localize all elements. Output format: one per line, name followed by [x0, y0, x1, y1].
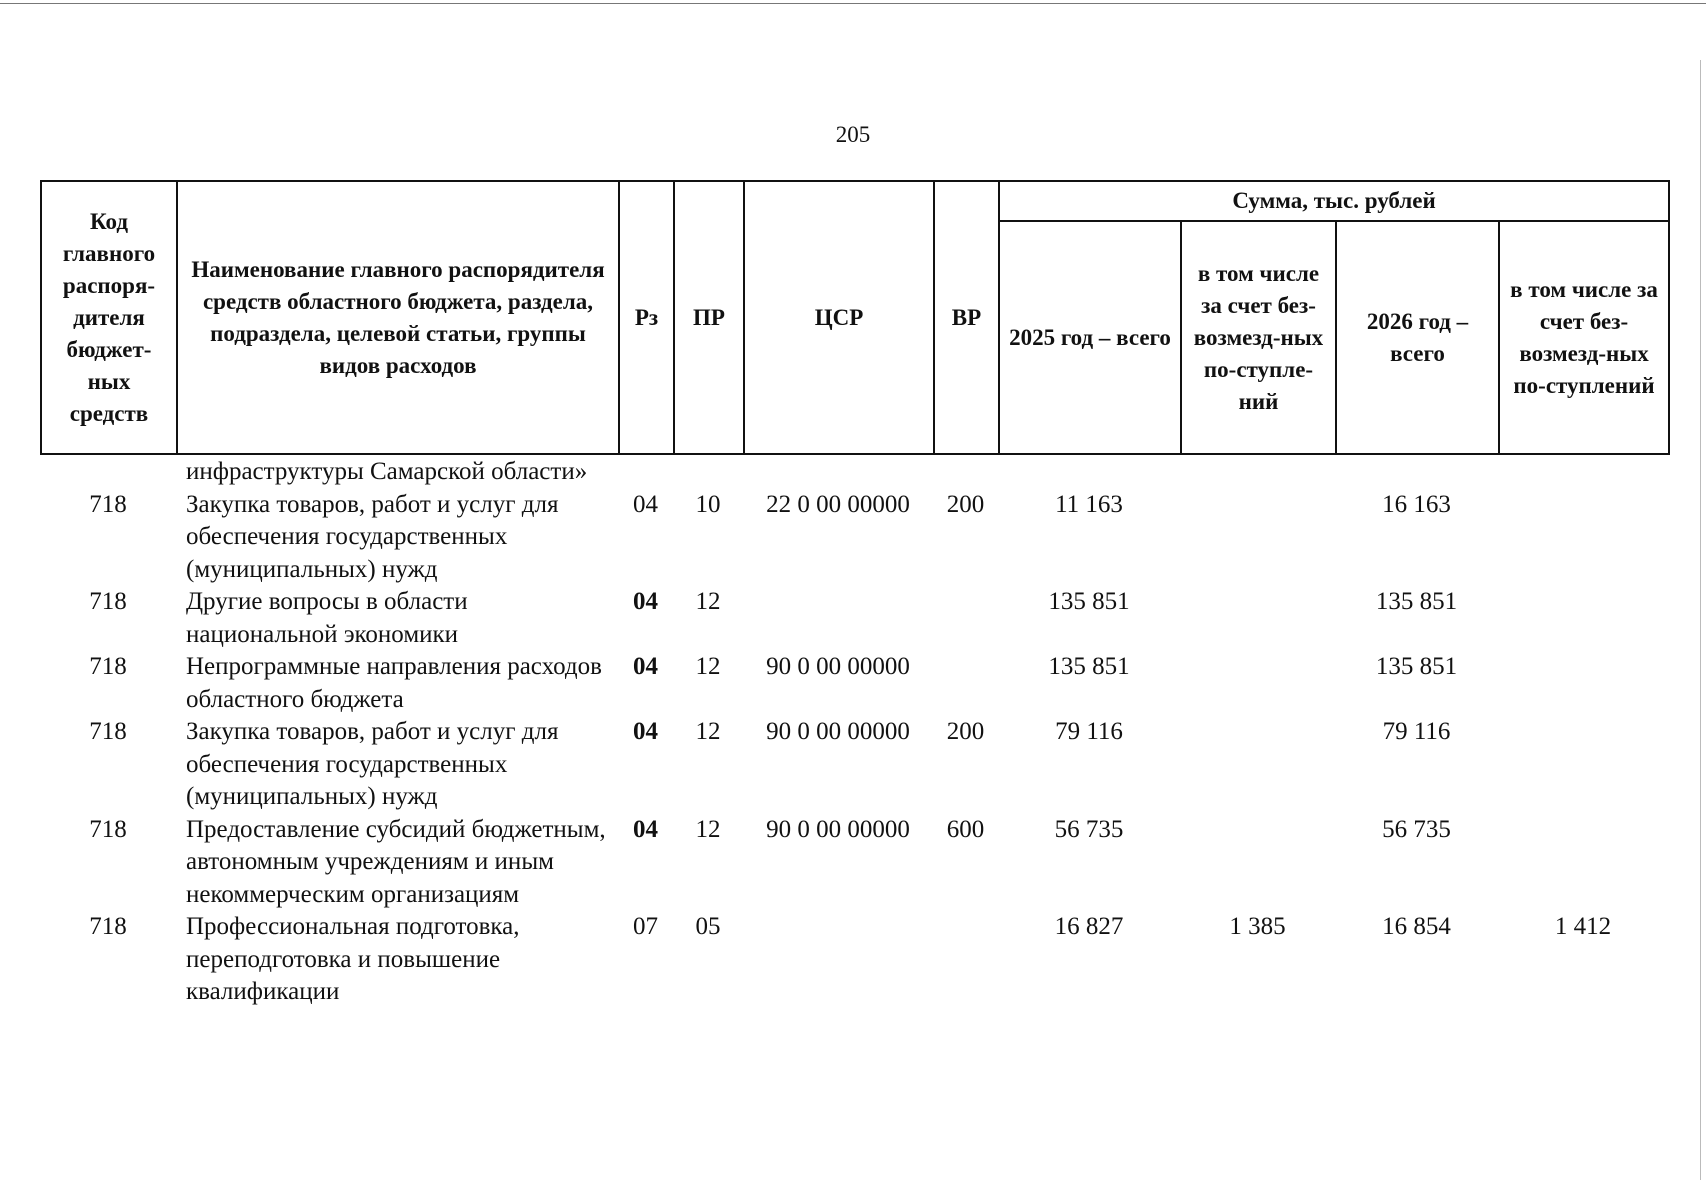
cell-rz: 04	[633, 718, 658, 745]
cell-2025-total: 135 851	[1048, 588, 1130, 615]
cell-2025-grants	[1180, 456, 1335, 489]
header-code: Код главного распоря-дителя бюджет-ных средств	[41, 181, 177, 454]
table-header	[40, 180, 1670, 455]
cell-code: 718	[89, 718, 127, 745]
header-name: Наименование главного распорядителя средств областного бюджета, раздела, подраздела, целевой статьи, группы видов расходов	[177, 181, 619, 454]
cell-rz	[618, 456, 673, 489]
cell-rz: 04	[633, 815, 658, 843]
cell-code: 718	[89, 815, 127, 843]
cell-vr	[933, 456, 998, 489]
cell-pr: 10	[695, 490, 721, 518]
header-csr: ЦСР	[744, 181, 934, 454]
header-2025-total: 2025 год – всего	[999, 221, 1181, 454]
cell-2025-grants	[1180, 814, 1335, 912]
cell-csr	[743, 911, 933, 1009]
cell-2025-total: 135 851	[1048, 653, 1130, 680]
header-2026-total: 2026 год – всего	[1336, 221, 1499, 454]
cell-2025-grants	[1180, 716, 1335, 814]
table-row	[40, 716, 1668, 814]
cell-2026-total: 16 163	[1382, 490, 1451, 518]
cell-2026-total: 135 851	[1375, 588, 1458, 615]
table-row	[40, 489, 1668, 587]
cell-pr: 12	[695, 718, 721, 745]
cell-2026-grants	[1498, 456, 1668, 489]
cell-code	[40, 456, 176, 489]
cell-2025-total: 79 116	[1055, 718, 1123, 745]
cell-code: 718	[89, 913, 127, 940]
cell-csr: 90 0 00 00000	[766, 815, 910, 843]
cell-pr: 12	[695, 653, 721, 680]
cell-vr	[933, 586, 998, 651]
cell-csr: 90 0 00 00000	[766, 653, 910, 680]
header-pr: ПР	[674, 181, 744, 454]
header-sum-group: Сумма, тыс. рублей	[999, 181, 1669, 221]
cell-2025-total: 56 735	[1054, 815, 1124, 843]
cell-pr	[673, 456, 743, 489]
scan-edge-top	[0, 3, 1706, 4]
table-row	[40, 651, 1668, 716]
cell-2026-total: 56 735	[1382, 815, 1451, 843]
cell-vr: 200	[946, 490, 985, 518]
table-row	[40, 911, 1668, 1009]
cell-2026-grants: 1 412	[1554, 913, 1612, 940]
cell-vr	[933, 911, 998, 1009]
cell-2025-grants	[1180, 651, 1335, 716]
cell-rz: 04	[633, 653, 658, 680]
cell-2026-grants	[1498, 586, 1668, 651]
cell-pr: 12	[695, 815, 721, 843]
cell-2025-grants	[1180, 586, 1335, 651]
cell-name: инфраструктуры Самарской области»	[186, 458, 588, 485]
cell-vr: 200	[946, 718, 985, 745]
cell-rz: 07	[633, 913, 658, 940]
table-row	[40, 586, 1668, 651]
header-2025-grants: в том числе за счет без-возмезд-ных по-ступле-ний	[1181, 221, 1336, 454]
table-body	[40, 456, 1668, 1009]
cell-csr: 90 0 00 00000	[766, 718, 910, 745]
cell-2026-grants	[1498, 716, 1668, 814]
page-number: 205	[835, 122, 871, 147]
cell-code: 718	[89, 490, 127, 518]
cell-code: 718	[89, 653, 127, 680]
cell-2026-grants	[1498, 814, 1668, 912]
scan-edge-right	[1700, 60, 1701, 1180]
header-rz: Рз	[619, 181, 674, 454]
cell-2026-total: 135 851	[1375, 653, 1458, 680]
cell-name: Профессиональная подготовка, переподготовка и повышение квалификации	[186, 913, 520, 1005]
cell-2025-grants	[1180, 489, 1335, 587]
cell-2026-total	[1335, 456, 1498, 489]
cell-rz: 04	[633, 490, 658, 518]
cell-code: 718	[89, 588, 127, 615]
cell-2025-total	[998, 456, 1180, 489]
cell-name: Другие вопросы в области национальной экономики	[186, 588, 468, 648]
cell-2026-grants	[1498, 651, 1668, 716]
cell-pr: 12	[695, 588, 721, 615]
header-vr: ВР	[934, 181, 999, 454]
cell-csr: 22 0 00 00000	[766, 490, 910, 518]
cell-pr: 05	[695, 913, 721, 940]
cell-rz: 04	[633, 588, 658, 615]
cell-name: Закупка товаров, работ и услуг для обеспечения государственных (муниципальных) нужд	[186, 718, 559, 810]
table-row	[40, 456, 1668, 489]
cell-vr: 600	[946, 815, 985, 843]
cell-2025-total: 11 163	[1055, 490, 1123, 518]
cell-2026-grants	[1498, 489, 1668, 587]
cell-2025-grants: 1 385	[1229, 913, 1286, 940]
cell-csr	[743, 586, 933, 651]
cell-2026-total: 16 854	[1382, 913, 1451, 940]
table-row	[40, 814, 1668, 912]
cell-vr	[933, 651, 998, 716]
cell-2026-total: 79 116	[1382, 718, 1451, 745]
header-2026-grants: в том числе за счет без-возмезд-ных по-ступлений	[1499, 221, 1669, 454]
cell-csr	[743, 456, 933, 489]
cell-name: Непрограммные направления расходов областного бюджета	[186, 653, 602, 713]
cell-2025-total: 16 827	[1054, 913, 1124, 940]
cell-name: Закупка товаров, работ и услуг для обеспечения государственных (муниципальных) нужд	[186, 490, 559, 583]
cell-name: Предоставление субсидий бюджетным, автономным учреждениям и иным некоммерческим организациям	[186, 815, 606, 908]
